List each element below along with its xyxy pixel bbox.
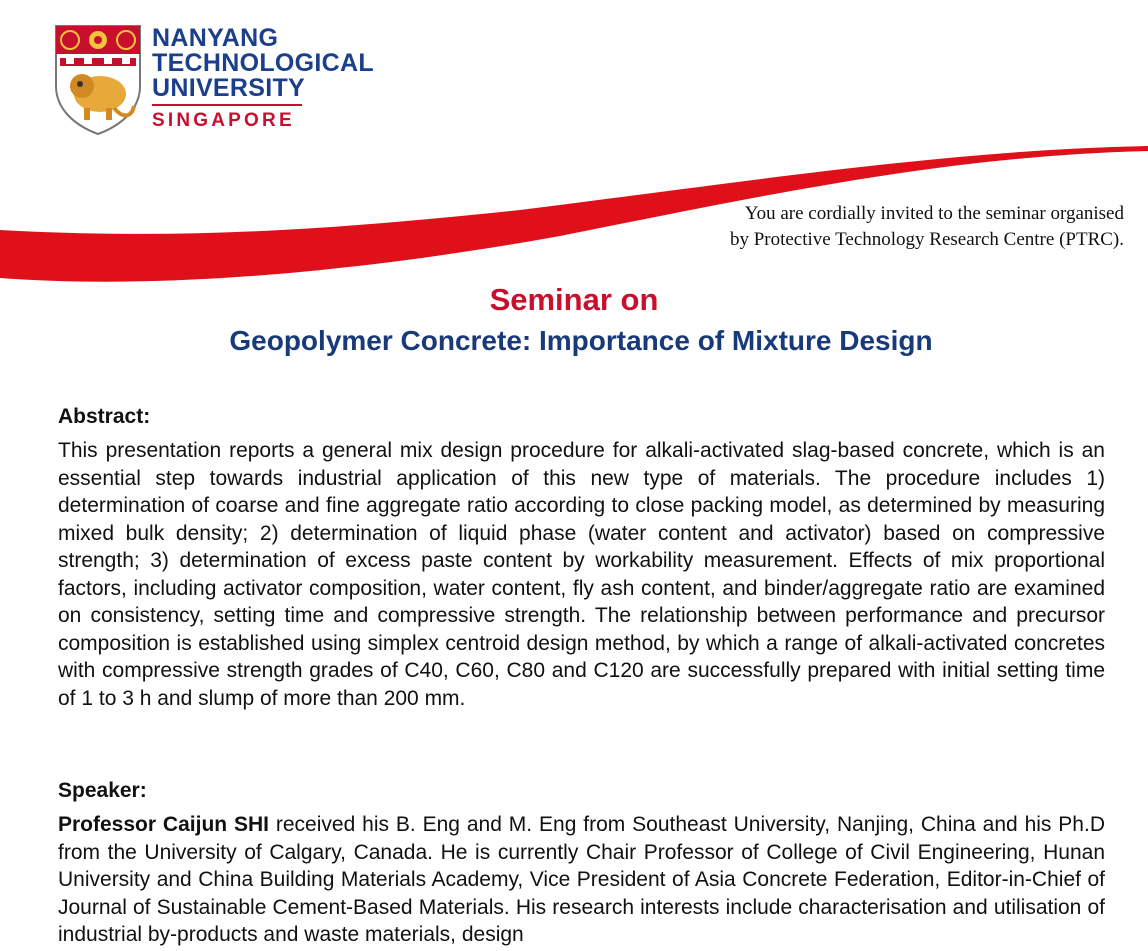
ntu-logo xyxy=(54,24,374,138)
logo-line-singapore: SINGAPORE xyxy=(152,110,295,131)
abstract-text: This presentation reports a general mix design procedure for alkali-activated slag-based concrete, which is an essential step towards industrial application of this new type of materials. The procedure includes 1) determination of coarse and fine aggregate ratio according to close packing model, as determined by measuring mixed bulk density; 2) determination of liquid phase (water content and activator) based on compressive strength; 3) determination of excess paste content by workability measurement. Effects of mix proportional factors, including activator composition, water content, fly ash content, and binder/aggregate ratio are examined on consistency, setting time and compressive strength. The relationship between performance and precursor composition is established using simplex centroid design method, by which a range of alkali-activated concretes with compressive strength grades of C40, C60, C80 and C120 are successfully prepared with initial setting time of 1 to 3 h and slump of more than 200 mm. xyxy=(58,439,1105,710)
invitation-line-1: You are cordially invited to the seminar organised xyxy=(744,203,1124,224)
speaker-label: Speaker: xyxy=(58,779,147,802)
invitation-text xyxy=(730,201,1124,253)
seminar-subtitle: Geopolymer Concrete: Importance of Mixture Design xyxy=(229,325,933,356)
speaker-bio-text: received his B. Eng and M. Eng from Southeast University, Nanjing, China and his Ph.D from the University of Calgary, Canada. He is currently Chair Professor of College of Civil Engineering, Hunan University and China Building Materials Academy, Vice President of Asia Concrete Federation, Editor-in-Chief of Journal of Sustainable Cement-Based Materials. His research interests include characterisation and utilisation of industrial by-products and waste materials, design xyxy=(58,813,1105,946)
logo-line-nanyang: NANYANG xyxy=(152,24,279,52)
abstract-label: Abstract: xyxy=(58,405,151,428)
logo-line-technological: TECHNOLOGICAL xyxy=(152,49,374,77)
invitation-line-2: by Protective Technology Research Centre (PTRC). xyxy=(729,229,1124,250)
speaker-bio xyxy=(58,811,1105,949)
logo-line-university: UNIVERSITY xyxy=(152,74,306,102)
ntu-crest-icon xyxy=(54,24,142,136)
ntu-wordmark xyxy=(152,26,372,101)
logo-divider xyxy=(152,104,302,106)
speaker-name: Professor Caijun SHI xyxy=(58,813,269,836)
seminar-title: Seminar on xyxy=(489,282,659,317)
